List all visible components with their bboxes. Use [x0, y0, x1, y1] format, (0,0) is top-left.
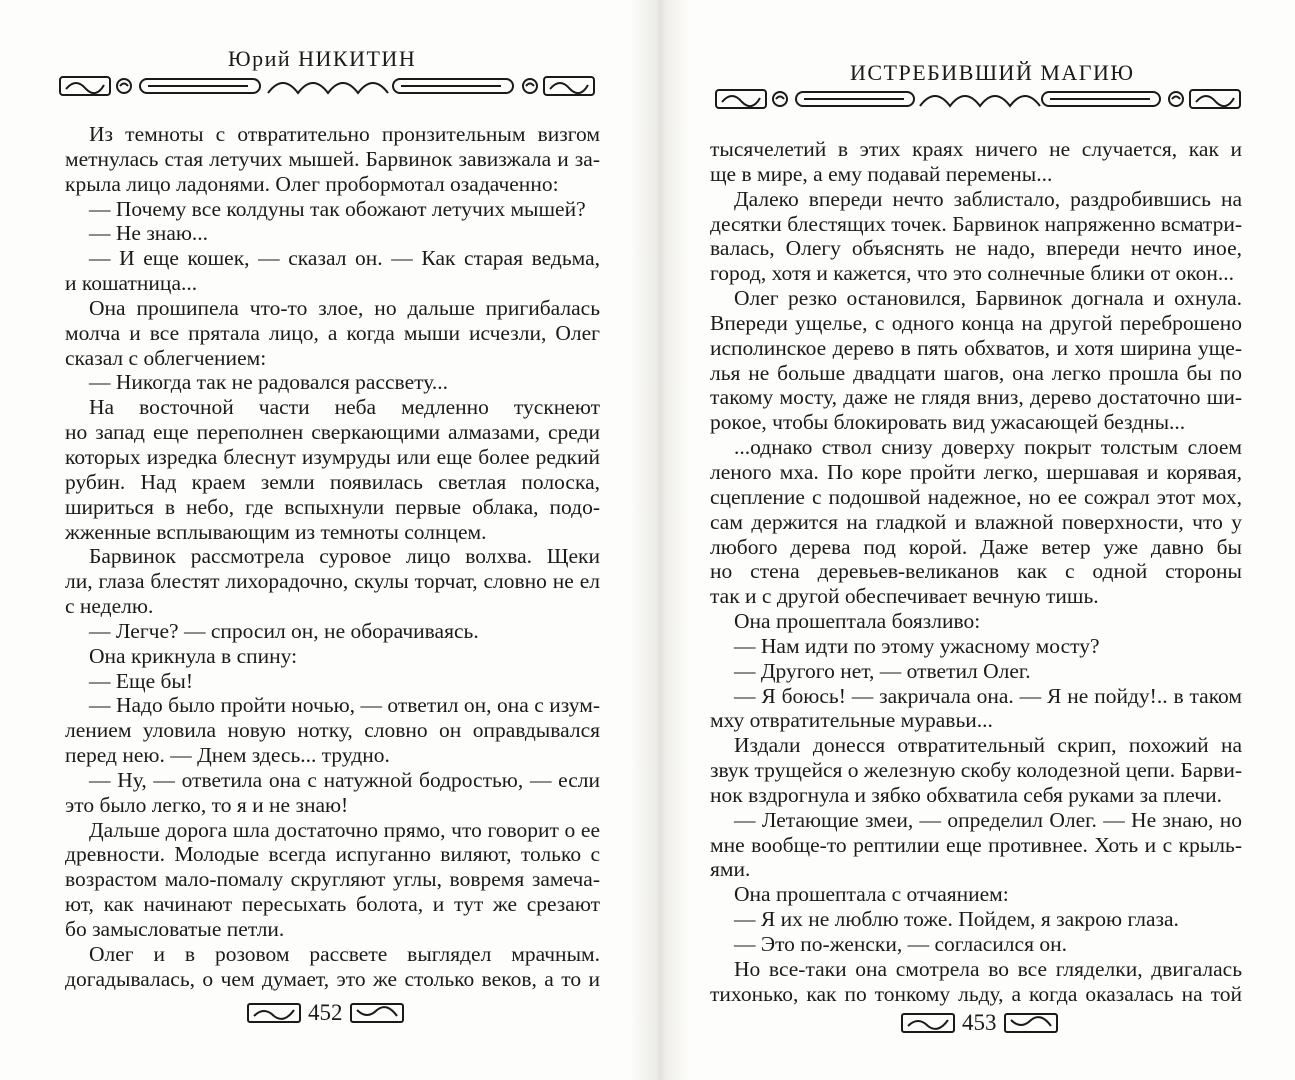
text-line: жженные всплывающим из темноты солнцем. [65, 519, 487, 544]
text-line: ями. [710, 857, 751, 882]
text-line: Издали донесся отвратительный скрип, похожий на [734, 733, 1242, 758]
text-line: Она прошептала с отчаянием: [734, 882, 1009, 907]
text-line: рубин. Над краем земли появилась светлая полоска, [65, 469, 600, 494]
text-line: нок вздрогнула и зябко обхватила себя руками за плечи. [710, 782, 1222, 807]
page-number-left [246, 1000, 405, 1026]
page-number-right [900, 1010, 1059, 1036]
text-line: Барвинок рассмотрела суровое лицо волхва. Щеки [89, 544, 600, 569]
paragraph [710, 435, 1242, 609]
text-line: Она прошептала боязливо: [734, 609, 981, 634]
folio-ornament-icon [246, 1002, 302, 1024]
text-line: — Никогда так не радовался рассвету... [89, 370, 448, 395]
folio-ornament-icon [900, 1012, 956, 1034]
paragraph [65, 221, 600, 246]
text-line: молча и все прятала лицо, а когда мыши исчезли, Олег [65, 320, 600, 345]
text-line: Дальше дорога шла достаточно прямо, что говорит о ее [89, 817, 600, 842]
text-line: ще в мире, а ему подавай перемены... [710, 161, 1053, 186]
text-line: — Летающие змеи, — определил Олег. — Не знаю, но [734, 807, 1242, 832]
paragraph [710, 907, 1242, 932]
header-ornament-icon [714, 86, 1244, 112]
text-line: ...однако ствол снизу доверху покрыт толстым слоем [734, 435, 1242, 460]
paragraph [710, 932, 1242, 957]
paragraph [65, 122, 600, 197]
text-line: догадывалась, о чем думает, это же столько веков, а то и [65, 966, 600, 991]
paragraph [710, 609, 1242, 634]
running-head-title: ИСТРЕБИВШИЙ МАГИЮ [850, 60, 1135, 85]
text-line: Но все-таки она смотрела во все гляделки, двигалась [734, 956, 1242, 981]
text-line: лением уловила новую нотку, словно он оправдывался [65, 718, 600, 743]
text-line: Она прошипела что-то злое, но дальше пригибалась [89, 295, 600, 320]
text-line: мху отвратительные муравьи... [710, 708, 993, 733]
paragraph [710, 808, 1242, 883]
text-line: бо замысловатые петли. [65, 917, 285, 941]
paragraph [710, 286, 1242, 435]
paragraph [65, 544, 600, 619]
text-line: шириться в небо, где вспыхнули первые облака, подо- [65, 494, 600, 519]
paragraph [65, 197, 600, 222]
paragraph [65, 693, 600, 768]
text-line: крыла лицо ладонями. Олег пробормотал озадаченно: [65, 171, 559, 196]
paragraph [65, 370, 600, 395]
text-line: Из темноты с отвратительно пронзительным визгом [89, 122, 600, 146]
text-line: — Не знаю... [89, 221, 209, 246]
text-line: но запад еще переполнен сверкающими алмазами, среди [65, 420, 600, 445]
paragraph [65, 818, 600, 942]
text-line: — Я их не люблю тоже. Пойдем, я закрою глаза. [734, 907, 1179, 932]
text-line: — Другого нет, — ответил Олег. [734, 658, 1031, 683]
text-line: Впереди ущелье, с одного конца на другой переброшено [710, 310, 1242, 335]
paragraph [710, 137, 1242, 187]
paragraph [65, 644, 600, 669]
paragraph [65, 942, 600, 992]
right-page [650, 0, 1295, 1080]
text-line: древности. Молодые всегда испуганно виляют, только с [65, 842, 600, 867]
text-line: Олег и в розовом рассвете выглядел мрачным. [89, 941, 600, 966]
text-line: — Я боюсь! — закричала она. — Я не пойду!.. в таком [734, 683, 1242, 708]
text-line: исполинское дерево в пять обхватов, и хотя ширина уще- [710, 335, 1242, 360]
text-line: которых изредка блеснут изумруды или еще более редкий [65, 444, 600, 469]
text-line: — Это по-женски, — согласился он. [734, 932, 1067, 956]
text-line: такому мосту, даже не глядя вниз, дерево достаточно ши- [710, 385, 1242, 410]
left-page-text [65, 122, 600, 992]
text-line: ют, как начинают пересыхать болота, и тут же срезают [65, 892, 600, 917]
header-ornament-icon [58, 73, 598, 99]
paragraph [710, 733, 1242, 808]
paragraph [710, 957, 1242, 1007]
text-line: и кошатница... [65, 271, 198, 296]
text-line: — Почему все колдуны так обожают летучих мышей? [89, 196, 586, 221]
text-line: сцепление с подошвой надежное, но ее сожрал этот мох, [710, 484, 1242, 509]
text-line: — Ну, — ответила она с натужной бодростью, — если [89, 767, 600, 792]
text-line: город, хотя и кажется, что это солнечные блики от окон... [710, 261, 1235, 286]
text-line: — И еще кошек, — сказал он. — Как старая ведьма, [89, 246, 600, 271]
text-line: тихонько, как по тонкому льду, а когда оказалась на той [710, 981, 1242, 1006]
text-line: но стена деревьев-великанов как с одной стороны [710, 559, 1242, 584]
folio-ornament-icon [349, 1002, 405, 1024]
paragraph [65, 246, 600, 296]
text-line: — Надо было пройти ночью, — ответил он, она с изум- [89, 693, 600, 718]
text-line: Далеко впереди нечто заблистало, раздробившись на [734, 186, 1242, 211]
text-line: леного мха. По коре пройти легко, шершавая и корявая, [710, 459, 1242, 484]
paragraph [710, 882, 1242, 907]
paragraph [710, 634, 1242, 659]
paragraph [65, 669, 600, 694]
right-page-text [710, 137, 1242, 1007]
text-line: любого дерева под корой. Даже ветер уже давно бы [710, 534, 1242, 559]
text-line: лья не больше двадцати шагов, она легко прошла бы по [710, 360, 1242, 385]
paragraph [710, 659, 1242, 684]
folio-ornament-icon [1003, 1012, 1059, 1034]
text-line: валась, Олегу объяснять не надо, впереди нечто иное, [710, 236, 1242, 261]
text-line: рокое, чтобы блокировать вид ужасающей бездны... [710, 410, 1186, 435]
text-line: с неделю. [65, 594, 154, 619]
text-line: так и с другой обеспечивает вечную тишь. [710, 584, 1099, 609]
page-number-text: 453 [962, 1010, 997, 1035]
text-line: возрастом мало-помалу скругляют углы, вовремя замеча- [65, 867, 600, 892]
text-line: сказал с облегчением: [65, 345, 267, 370]
text-line: перед нею. — Днем здесь... трудно. [65, 743, 390, 768]
text-line: тысячелетий в этих краях ничего не случается, как и [710, 137, 1242, 161]
paragraph [65, 619, 600, 644]
text-line: — Еще бы! [89, 668, 194, 693]
page-number-text: 452 [308, 1000, 343, 1025]
text-line: сам держится на гладкой и влажной поверхности, что у [710, 509, 1242, 534]
text-line: ли, глаза блестят лихорадочно, скулы торчат, словно не ел [65, 569, 600, 594]
running-head-author: Юрий НИКИТИН [228, 46, 417, 71]
paragraph [65, 768, 600, 818]
text-line: На восточной части неба медленно тускнеют [89, 395, 600, 420]
paragraph [65, 395, 600, 544]
text-line: звук трущейся о железную скобу колодезной цепи. Барви- [710, 758, 1242, 783]
text-line: — Нам идти по этому ужасному мосту? [734, 633, 1100, 658]
paragraph [65, 296, 600, 371]
text-line: Олег резко остановился, Барвинок догнала и охнула. [734, 286, 1242, 311]
text-line: — Легче? — спросил он, не оборачиваясь. [89, 618, 479, 643]
text-line: метнулась стая летучих мышей. Барвинок завизжала и за- [65, 146, 600, 171]
paragraph [710, 684, 1242, 734]
text-line: десятки блестящих точек. Барвинок напряженно всматри- [710, 211, 1242, 236]
text-line: Она крикнула в спину: [89, 643, 298, 668]
text-line: это было легко, то я и не знаю! [65, 792, 349, 817]
text-line: мне вообще-то рептилии еще противнее. Хоть и с крыль- [710, 832, 1242, 857]
paragraph [710, 187, 1242, 286]
